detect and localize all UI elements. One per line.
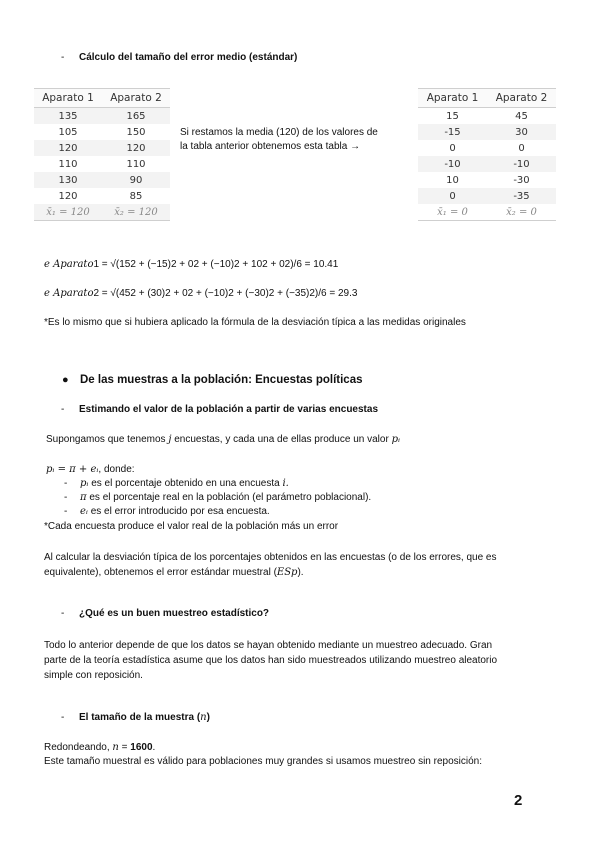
equation: pᵢ = π + eᵢ [46, 464, 99, 475]
heading-text: El tamaño de la muestra ( [79, 712, 201, 723]
mean-cell: x̄₂ = 0 [487, 204, 556, 221]
table-cell: -10 [487, 156, 556, 172]
paragraph-line: simple con reposición. [44, 670, 143, 681]
table-cell: 10 [446, 174, 459, 186]
middle-text-line: Si restamos la media (120) de los valores de [180, 127, 378, 138]
formula-label: e Aparato [44, 288, 94, 299]
symbol-pi: pᵢ [391, 434, 400, 445]
table-cell: 135 [34, 108, 102, 125]
table1-header-aparato1: Aparato 1 [34, 89, 102, 108]
dash-bullet: - [64, 492, 68, 503]
table-row [418, 108, 556, 125]
table-row [34, 140, 170, 156]
table-cell: 90 [102, 172, 170, 188]
table-cell: 150 [126, 126, 146, 138]
symbol-n: n [112, 742, 119, 753]
formula-label: e Aparato [44, 259, 94, 270]
mean-cell: x̄₁ = 0 [418, 204, 487, 221]
paragraph-line [44, 565, 564, 580]
note-real: *Cada encuesta produce el valor real de la población más un error [44, 521, 339, 532]
formula-expression: 2 = √(452 + (30)2 + 02 + (−10)2 + (−30)2 + (−35)2)/6 = 29.3 [93, 288, 358, 299]
table-cell: 130 [34, 172, 102, 188]
table-cell: 0 [418, 188, 487, 204]
symbol-esp: ESp [276, 567, 298, 578]
equation-line [46, 464, 135, 475]
table-cell: 165 [102, 108, 170, 125]
sample-size-value: 1600 [130, 742, 153, 753]
equation-donde: , donde: [98, 464, 135, 475]
sub-buen-muestreo: ¿Qué es un buen muestreo estadístico? [79, 608, 270, 619]
item-text: es el error introducido por esa encuesta. [90, 506, 270, 517]
item-symbol: π [80, 492, 87, 503]
table-cell: -35 [487, 188, 556, 204]
paragraph-line: Al calcular la desviación típica de los porcentajes obtenidos en las encuestas (o de los errores, que es [44, 552, 497, 563]
item-text: es el porcentaje obtenido en una encuesta [91, 478, 280, 489]
table-cell: 0 [449, 142, 456, 154]
table-row [418, 156, 556, 172]
dash-bullet: - [61, 608, 65, 619]
formula-aparato2 [44, 288, 357, 299]
symbol-n: n [200, 712, 207, 723]
table-cell: -10 [418, 156, 487, 172]
item-tail: i. [282, 478, 289, 489]
redondeando-line [44, 742, 155, 753]
table-row [34, 108, 170, 125]
item-symbol: pᵢ [80, 478, 89, 489]
period: . [152, 742, 156, 753]
table-row [418, 124, 556, 140]
redondeando-text: Redondeando, [44, 742, 110, 753]
mean-cell: x̄₂ = 120 [102, 204, 170, 221]
table-cell: -30 [513, 174, 530, 186]
dash-bullet: - [64, 506, 68, 517]
table-cell: 45 [515, 110, 528, 122]
table-cell: 0 [518, 142, 525, 154]
table-row [418, 140, 556, 156]
suppose-line [46, 434, 400, 445]
note-formula: *Es lo mismo que si hubiera aplicado la fórmula de la desviación típica a las medidas originales [44, 317, 466, 328]
table-cell: 110 [58, 158, 78, 170]
table-cell: 110 [126, 158, 146, 170]
table-row [34, 188, 170, 204]
table-row [34, 172, 170, 188]
table-mean-row [418, 204, 556, 221]
dash-bullet: - [64, 478, 68, 489]
table-cell: 120 [34, 140, 102, 156]
table-cell: -15 [418, 124, 487, 140]
table2-header-aparato2: Aparato 2 [487, 89, 556, 108]
table-row [418, 188, 556, 204]
section-title: De las muestras a la población: Encuestas políticas [80, 374, 363, 386]
item-text: es el porcentaje real en la población (el parámetro poblacional). [89, 492, 372, 503]
heading-calculo: Cálculo del tamaño del error medio (estándar) [79, 52, 298, 63]
table-cell: 105 [58, 126, 78, 138]
table-row [34, 156, 170, 172]
list-item [80, 492, 371, 503]
mean-cell: x̄₁ = 120 [34, 204, 102, 221]
list-item [80, 506, 270, 517]
middle-explanation [180, 126, 378, 154]
table-mean-row [34, 204, 170, 221]
sub-estimando: Estimando el valor de la población a partir de varias encuestas [79, 404, 378, 415]
table-centered [418, 88, 556, 221]
table-cell: 15 [446, 110, 459, 122]
table-row [34, 124, 170, 140]
formula-expression: 1 = √(152 + (−15)2 + 02 + (−10)2 + 102 + 02)/6 = 10.41 [93, 259, 339, 270]
dash-bullet: - [61, 52, 65, 63]
table-cell: 85 [129, 190, 143, 202]
paragraph-text: equivalente), obtenemos el error estándar muestral ( [44, 567, 277, 578]
page-number: 2 [514, 792, 523, 809]
item-symbol: eᵢ [80, 506, 88, 517]
heading-text: ) [206, 712, 210, 723]
suppose-rest: encuestas, y cada una de ellas produce un valor [174, 434, 389, 445]
formula-aparato1 [44, 259, 338, 270]
sub-tamano-muestra [79, 712, 210, 723]
paragraph-line: Todo lo anterior depende de que los datos se hayan obtenido mediante un muestreo adecuado. Gran [44, 640, 493, 651]
symbol-j: j [168, 434, 172, 445]
paragraph-error-estandar [44, 550, 564, 580]
table1-header-aparato2: Aparato 2 [102, 89, 170, 108]
middle-text-line: la tabla anterior obtenemos esta tabla → [180, 141, 361, 152]
tamano-valido-line: Este tamaño muestral es válido para poblaciones muy grandes si usamos muestreo sin reposición: [44, 756, 482, 767]
paragraph-buen-muestreo [44, 638, 564, 683]
table-cell: 120 [102, 140, 170, 156]
paragraph-text: ). [297, 567, 304, 578]
list-item [80, 478, 289, 489]
bullet-dot: ● [62, 374, 69, 386]
table-cell: 30 [487, 124, 556, 140]
dash-bullet: - [61, 712, 65, 723]
table-row [418, 172, 556, 188]
equals-sign: = [121, 742, 128, 753]
table-original [34, 88, 170, 221]
paragraph-line: parte de la teoría estadística asume que los datos han sido muestreados utilizando muestreo aleatorio [44, 655, 498, 666]
table-cell: 120 [58, 190, 78, 202]
dash-bullet: - [61, 404, 65, 415]
table2-header-aparato1: Aparato 1 [418, 89, 487, 108]
suppose-text: Supongamos que tenemos [46, 434, 166, 445]
